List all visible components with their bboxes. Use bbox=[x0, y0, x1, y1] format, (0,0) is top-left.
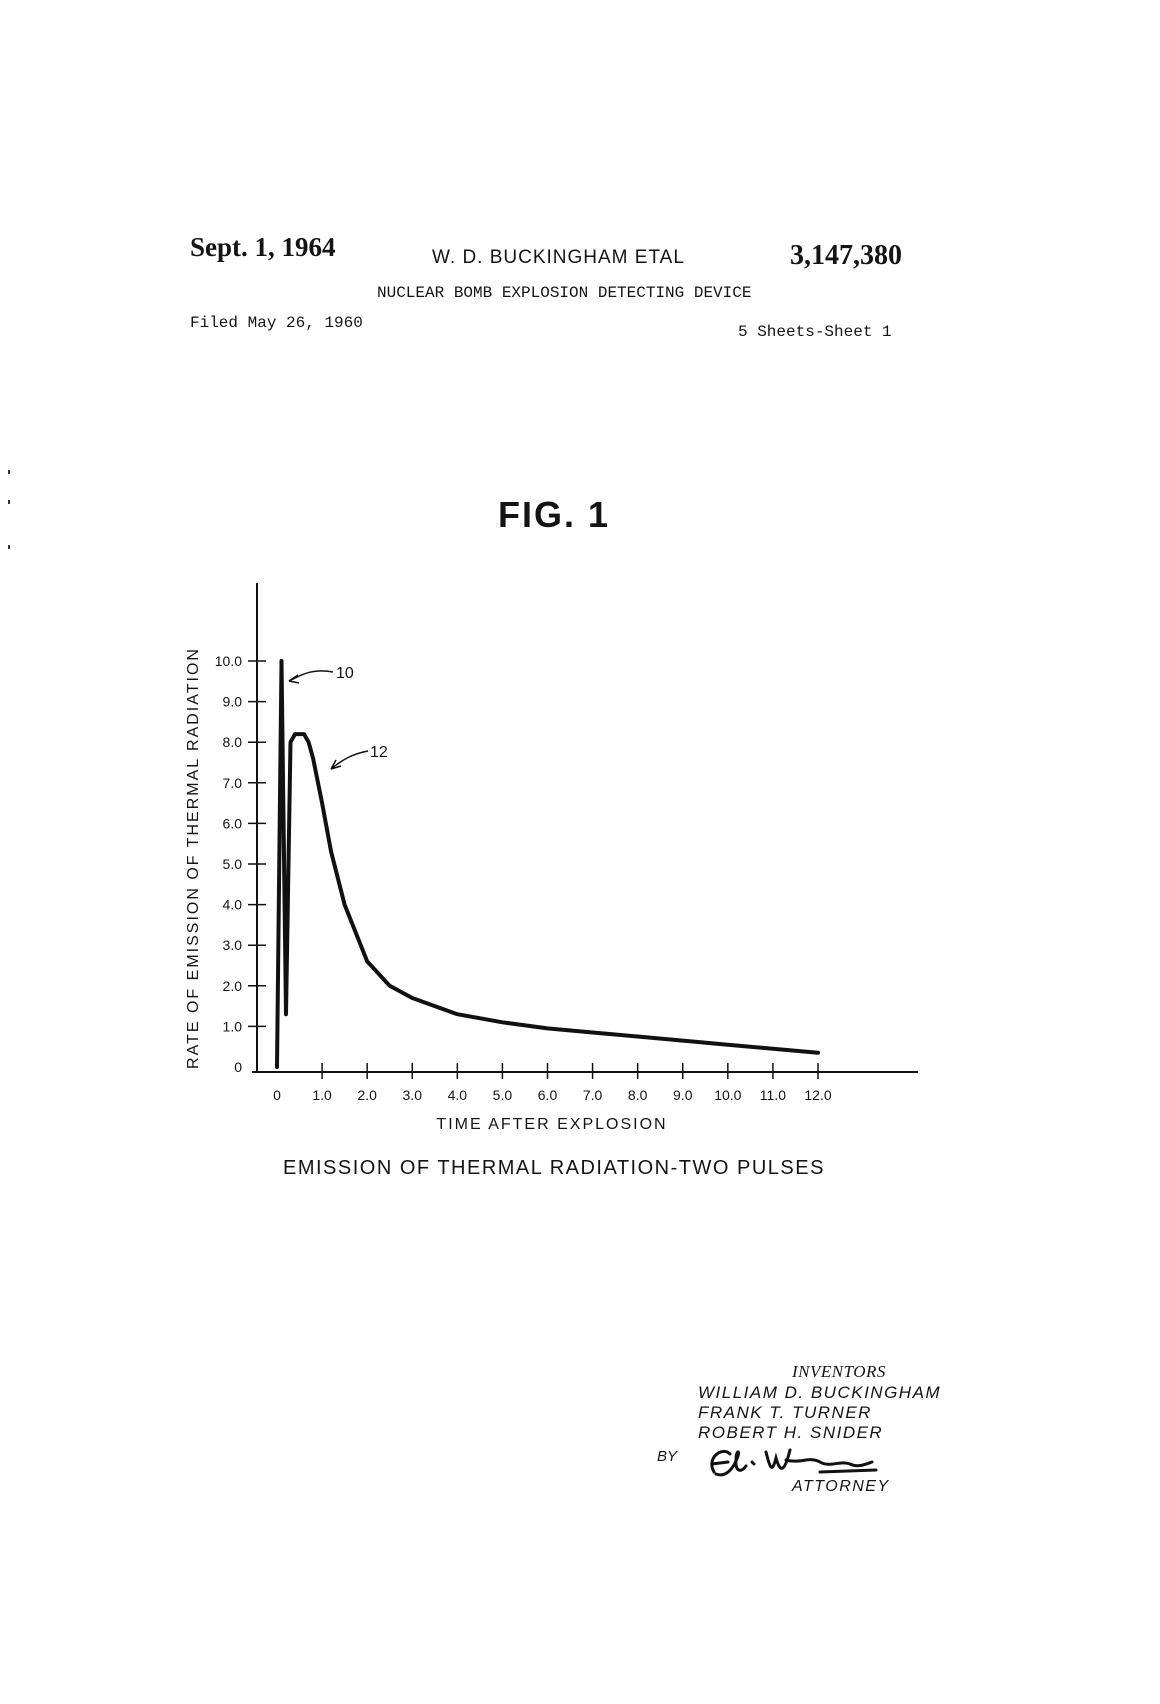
x-tick-label: 10.0 bbox=[714, 1087, 742, 1103]
annotation-10: 10 bbox=[336, 665, 354, 682]
x-tick-label: 4.0 bbox=[447, 1087, 468, 1103]
filed-date: Filed May 26, 1960 bbox=[190, 314, 363, 332]
sheet-count: 5 Sheets-Sheet 1 bbox=[738, 323, 892, 341]
scan-speck bbox=[8, 470, 10, 474]
x-tick-label: 2.0 bbox=[357, 1087, 377, 1103]
x-tick-label: 12.0 bbox=[804, 1087, 832, 1103]
x-tick-label: 1.0 bbox=[312, 1087, 332, 1103]
y-tick-label: 4.0 bbox=[222, 896, 242, 913]
scan-speck bbox=[8, 500, 10, 504]
y-tick-label: 5.0 bbox=[222, 856, 242, 872]
x-tick-label: 11.0 bbox=[759, 1087, 787, 1103]
annotation-12: 12 bbox=[370, 744, 388, 761]
x-tick-label: 7.0 bbox=[582, 1087, 603, 1103]
figure-label: FIG. 1 bbox=[498, 494, 611, 535]
y-tick-label: 7.0 bbox=[222, 774, 242, 791]
patent-number: 3,147,380 bbox=[790, 240, 902, 271]
chart-annotations bbox=[289, 665, 388, 769]
inventor-header: W. D. BUCKINGHAM ETAL bbox=[432, 247, 685, 268]
x-tick-label: 9.0 bbox=[673, 1087, 693, 1103]
inventor-name: WILLIAM D. BUCKINGHAM bbox=[698, 1383, 942, 1402]
x-axis-title: TIME AFTER EXPLOSION bbox=[436, 1116, 668, 1133]
y-tick-label: 1.0 bbox=[222, 1018, 242, 1035]
chart-ticks bbox=[215, 653, 832, 1103]
inventors-heading: INVENTORS bbox=[792, 1362, 886, 1381]
y-tick-label: 2.0 bbox=[222, 977, 242, 994]
radiation-curve bbox=[277, 661, 818, 1067]
y-axis-title: RATE OF EMISSION OF THERMAL RADIATION bbox=[185, 647, 202, 1069]
y-tick-label: 10.0 bbox=[214, 653, 242, 669]
inventor-name: FRANK T. TURNER bbox=[698, 1403, 872, 1422]
y-tick-label: 9.0 bbox=[222, 693, 242, 710]
y-tick-label: 6.0 bbox=[222, 815, 242, 832]
x-tick-label: 0 bbox=[273, 1087, 281, 1103]
x-tick-label: 5.0 bbox=[492, 1087, 513, 1103]
y-tick-label: 3.0 bbox=[222, 937, 242, 954]
patent-date: Sept. 1, 1964 bbox=[190, 232, 336, 262]
y-tick-label: 8.0 bbox=[222, 734, 242, 751]
chart-series bbox=[277, 661, 818, 1067]
x-tick-label: 6.0 bbox=[537, 1087, 558, 1103]
inventor-name: ROBERT H. SNIDER bbox=[698, 1423, 884, 1442]
attorney-label: ATTORNEY bbox=[792, 1478, 890, 1495]
x-tick-label: 8.0 bbox=[627, 1087, 648, 1103]
leader-line-12 bbox=[331, 751, 368, 769]
patent-title: NUCLEAR BOMB EXPLOSION DETECTING DEVICE bbox=[377, 284, 752, 302]
x-tick-label: 3.0 bbox=[402, 1087, 422, 1103]
figure-caption: EMISSION OF THERMAL RADIATION-TWO PULSES bbox=[283, 1157, 825, 1179]
by-label: BY bbox=[657, 1448, 678, 1465]
scan-speck bbox=[8, 545, 10, 549]
y-tick-label: 0 bbox=[234, 1059, 242, 1075]
